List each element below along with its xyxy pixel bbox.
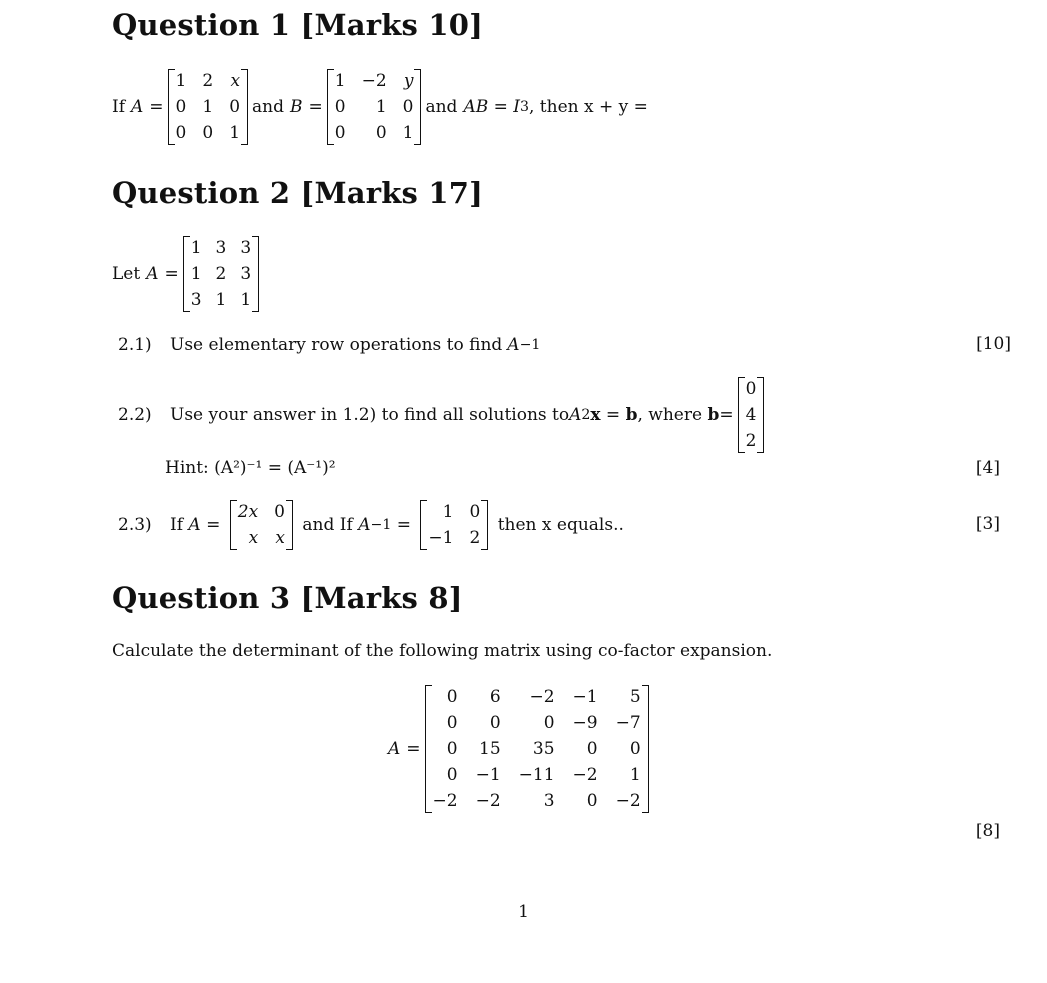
part-2-2-hint: Hint: (A²)⁻¹ = (A⁻¹)² bbox=[165, 458, 336, 478]
part-2-2-sup: 2 bbox=[581, 407, 591, 423]
matrix-cell: 1 bbox=[240, 290, 252, 310]
part-2-2 bbox=[118, 373, 768, 457]
matrix-cell: 3 bbox=[190, 290, 202, 310]
matrix-cell: 1 bbox=[334, 71, 346, 91]
matrix-cell: x bbox=[248, 528, 259, 548]
matrix-cell: 1 bbox=[175, 71, 187, 91]
matrix-cell: 0 bbox=[334, 97, 346, 117]
matrix-cell: 1 bbox=[190, 264, 202, 284]
part-2-2-x: x bbox=[590, 405, 601, 425]
part-2-2-text: Use your answer in 1.2) to find all solutions to bbox=[170, 405, 570, 425]
part-2-2-a: A bbox=[569, 405, 582, 425]
part-2-3-and-if: and If bbox=[297, 515, 359, 535]
matrix-cell: 3 bbox=[215, 238, 227, 258]
matrix-cell: −2 bbox=[475, 791, 501, 811]
q3-a-symbol: A bbox=[388, 739, 401, 759]
q1-condition-subscript: 3 bbox=[519, 99, 529, 115]
part-2-2-b-name: b bbox=[707, 405, 720, 425]
part-2-1-text: Use elementary row operations to find bbox=[170, 335, 503, 355]
matrix-cell: 0 bbox=[745, 379, 757, 399]
part-2-3-if: If bbox=[170, 515, 189, 535]
vector-b bbox=[738, 377, 765, 453]
matrix-cell: 1 bbox=[215, 290, 227, 310]
matrix-cell: 0 bbox=[446, 765, 458, 785]
matrix-cell: 2 bbox=[745, 431, 757, 451]
matrix-cell: −2 bbox=[615, 791, 641, 811]
q1-equals-b: = bbox=[308, 97, 323, 117]
matrix-cell: 0 bbox=[446, 713, 458, 733]
page-number: 1 bbox=[518, 902, 529, 922]
q1-equals: = bbox=[149, 97, 164, 117]
matrix-cell: −1 bbox=[428, 528, 454, 548]
matrix-cell: 15 bbox=[479, 739, 501, 759]
q2-equals: = bbox=[164, 264, 179, 284]
matrix-a-q1 bbox=[168, 69, 248, 145]
matrix-cell: −2 bbox=[432, 791, 458, 811]
part-2-3-ainv-sup: −1 bbox=[370, 517, 392, 533]
q2-let-text: Let bbox=[112, 264, 141, 284]
part-2-3-number: 2.3) bbox=[118, 515, 152, 535]
matrix-cell: x bbox=[230, 71, 241, 91]
matrix-b-q1 bbox=[327, 69, 422, 145]
matrix-cell: 1 bbox=[229, 123, 241, 143]
matrix-cell: 0 bbox=[402, 97, 414, 117]
matrix-cell: 1 bbox=[190, 238, 202, 258]
matrix-cell: 0 bbox=[229, 97, 241, 117]
matrix-cell: y bbox=[403, 71, 414, 91]
part-2-1 bbox=[118, 332, 540, 358]
q1-and-text: and bbox=[252, 97, 284, 117]
matrix-cell: 3 bbox=[543, 791, 555, 811]
matrix-cell: 0 bbox=[469, 502, 481, 522]
matrix-cell: −9 bbox=[572, 713, 598, 733]
matrix-a-2-3 bbox=[230, 500, 293, 550]
question-1-statement bbox=[112, 66, 648, 148]
matrix-cell: 2 bbox=[469, 528, 481, 548]
q1-if-text: If bbox=[112, 97, 126, 117]
matrix-cell: 0 bbox=[446, 739, 458, 759]
matrix-cell: 0 bbox=[175, 97, 187, 117]
matrix-cell: 2x bbox=[237, 502, 259, 522]
matrix-cell: 3 bbox=[240, 238, 252, 258]
mark-2-2: [4] bbox=[975, 458, 1000, 478]
part-2-2-b: b bbox=[625, 405, 638, 425]
matrix-cell: 0 bbox=[629, 739, 641, 759]
q1-b-symbol: B bbox=[290, 97, 303, 117]
part-2-3-eq: = bbox=[200, 515, 226, 535]
matrix-cell: 1 bbox=[202, 97, 214, 117]
part-2-3-a: A bbox=[188, 515, 201, 535]
q1-condition: AB = I bbox=[463, 97, 520, 117]
mark-2-3: [3] bbox=[975, 514, 1000, 534]
matrix-cell: 5 bbox=[629, 687, 641, 707]
matrix-cell: −2 bbox=[572, 765, 598, 785]
part-2-3-ainv: A bbox=[358, 515, 371, 535]
part-2-1-sup: −1 bbox=[519, 337, 541, 353]
question-2-heading: Question 2 [Marks 17] bbox=[112, 176, 484, 210]
matrix-cell: 3 bbox=[240, 264, 252, 284]
part-2-1-math: A bbox=[507, 335, 520, 355]
q1-a-symbol: A bbox=[131, 97, 144, 117]
mark-2-1: [10] bbox=[976, 334, 1011, 354]
matrix-cell: −7 bbox=[615, 713, 641, 733]
matrix-cell: −2 bbox=[529, 687, 555, 707]
matrix-cell: 1 bbox=[442, 502, 454, 522]
matrix-cell: 0 bbox=[375, 123, 387, 143]
matrix-cell: 4 bbox=[745, 405, 757, 425]
matrix-cell: 2 bbox=[215, 264, 227, 284]
matrix-cell: 0 bbox=[274, 502, 285, 522]
question-1-heading: Question 1 [Marks 10] bbox=[112, 8, 484, 42]
matrix-cell: 1 bbox=[629, 765, 641, 785]
matrix-a-q2 bbox=[183, 236, 259, 312]
matrix-cell: 0 bbox=[489, 713, 501, 733]
matrix-a-q3 bbox=[425, 685, 649, 813]
part-2-3-eq2: = bbox=[391, 515, 417, 535]
matrix-ainv-2-3 bbox=[420, 500, 488, 550]
matrix-cell: 2 bbox=[202, 71, 214, 91]
question-3-matrix-line bbox=[388, 683, 653, 815]
matrix-cell: x bbox=[275, 528, 285, 548]
matrix-cell: −1 bbox=[475, 765, 501, 785]
q3-equals: = bbox=[406, 739, 421, 759]
q1-tail-text: , then x + y = bbox=[529, 97, 648, 117]
matrix-cell: 0 bbox=[202, 123, 214, 143]
question-3-text: Calculate the determinant of the following matrix using co-factor expansion. bbox=[112, 641, 773, 661]
matrix-cell: 0 bbox=[586, 739, 598, 759]
part-2-2-number: 2.2) bbox=[118, 405, 152, 425]
matrix-cell: 0 bbox=[334, 123, 346, 143]
part-2-3 bbox=[118, 497, 624, 553]
matrix-cell: 0 bbox=[175, 123, 187, 143]
question-2-statement bbox=[112, 233, 263, 315]
q2-a-symbol: A bbox=[146, 264, 159, 284]
matrix-cell: 0 bbox=[586, 791, 598, 811]
matrix-cell: 0 bbox=[446, 687, 458, 707]
matrix-cell: 1 bbox=[402, 123, 414, 143]
matrix-cell: 1 bbox=[375, 97, 387, 117]
part-2-2-where: , where bbox=[637, 405, 708, 425]
part-2-2-eq: = bbox=[600, 405, 626, 425]
matrix-cell: −11 bbox=[518, 765, 555, 785]
matrix-cell: −1 bbox=[572, 687, 598, 707]
q1-and-text-2: and bbox=[425, 97, 458, 117]
matrix-cell: 35 bbox=[532, 739, 555, 759]
matrix-cell: −2 bbox=[361, 71, 387, 91]
part-2-3-tail: then x equals.. bbox=[492, 515, 624, 535]
part-2-2-b-eq: = bbox=[719, 405, 734, 425]
matrix-cell: 6 bbox=[489, 687, 501, 707]
part-2-1-number: 2.1) bbox=[118, 335, 152, 355]
matrix-cell: 0 bbox=[543, 713, 555, 733]
question-3-heading: Question 3 [Marks 8] bbox=[112, 581, 463, 615]
mark-3: [8] bbox=[975, 821, 1000, 841]
